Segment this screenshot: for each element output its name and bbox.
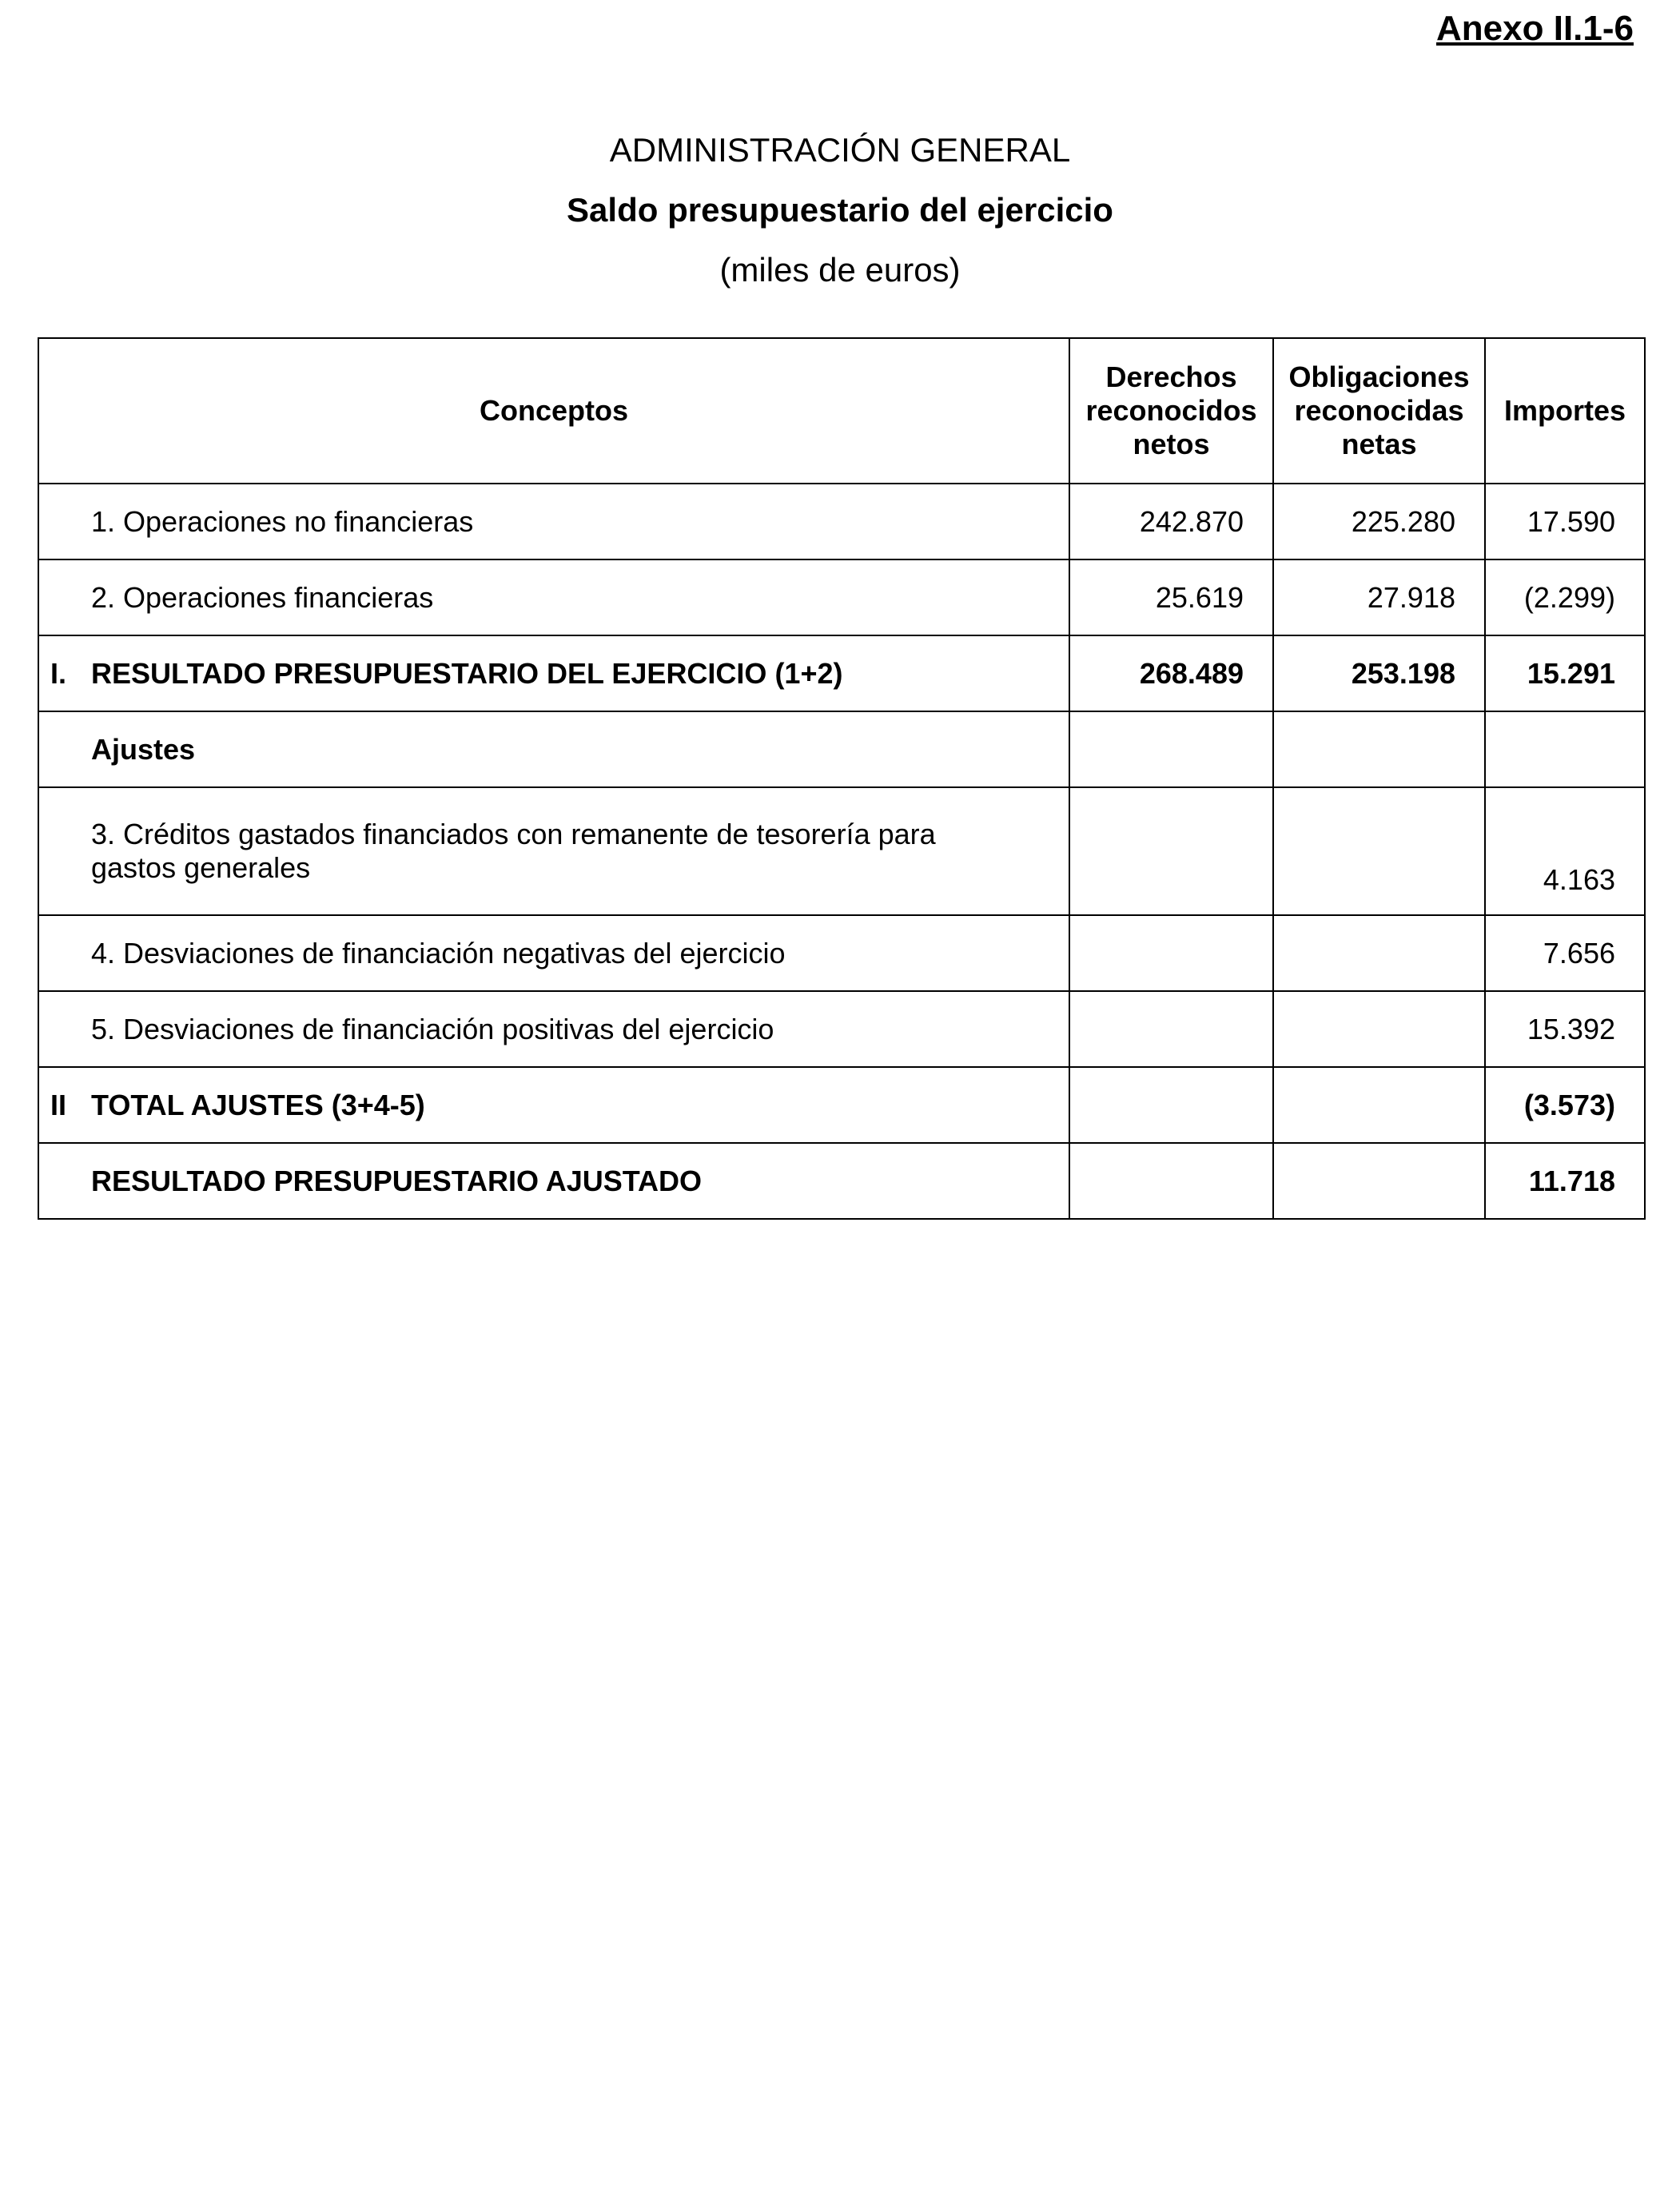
- rights-value: [1069, 1067, 1273, 1143]
- rights-value: [1069, 1143, 1273, 1219]
- concept-text: 1. Operaciones no financieras: [91, 504, 474, 538]
- amount-value: 7.656: [1485, 915, 1645, 991]
- concept-cell: [38, 787, 1069, 915]
- table-row: [38, 991, 1645, 1067]
- document-subtitle: Saldo presupuestario del ejercicio: [567, 191, 1113, 229]
- obligations-value: [1273, 991, 1485, 1067]
- concept-text: TOTAL AJUSTES (3+4-5): [91, 1088, 425, 1121]
- document-header: [0, 120, 1680, 300]
- amount-value: 15.291: [1485, 635, 1645, 711]
- table-row: [38, 484, 1645, 559]
- table-row-subtotal: [38, 1067, 1645, 1143]
- table-row: [38, 559, 1645, 635]
- obligations-value: 225.280: [1273, 484, 1485, 559]
- obligations-value: [1273, 787, 1485, 915]
- concept-text: RESULTADO PRESUPUESTARIO DEL EJERCICIO (1+2): [91, 656, 843, 690]
- header-concepts: Conceptos: [38, 338, 1069, 484]
- rights-value: [1069, 787, 1273, 915]
- header-rights-line: reconocidos: [1085, 394, 1257, 427]
- header-obligations-line: Obligaciones: [1288, 360, 1470, 393]
- rights-value: 25.619: [1069, 559, 1273, 635]
- header-rights-line: netos: [1133, 428, 1210, 460]
- roman-numeral: I.: [50, 656, 67, 690]
- units-note: (miles de euros): [719, 251, 961, 289]
- amount-value: [1485, 711, 1645, 787]
- concept-text-line: gastos generales: [91, 851, 311, 884]
- concept-cell: [38, 635, 1069, 711]
- rights-value: 242.870: [1069, 484, 1273, 559]
- header-amounts: Importes: [1485, 338, 1645, 484]
- table-row-total: [38, 1143, 1645, 1219]
- rights-value: [1069, 711, 1273, 787]
- obligations-value: 253.198: [1273, 635, 1485, 711]
- table-header-row: [38, 338, 1645, 484]
- amount-value: 11.718: [1485, 1143, 1645, 1219]
- table-row-subtotal: [38, 635, 1645, 711]
- annex-label: Anexo II.1-6: [1436, 9, 1634, 48]
- concept-text: Ajustes: [91, 732, 196, 766]
- rights-value: 268.489: [1069, 635, 1273, 711]
- concept-cell: [38, 484, 1069, 559]
- obligations-value: [1273, 915, 1485, 991]
- concept-text: 2. Operaciones financieras: [91, 580, 434, 614]
- amount-value: 15.392: [1485, 991, 1645, 1067]
- concept-text: RESULTADO PRESUPUESTARIO AJUSTADO: [91, 1164, 703, 1197]
- rights-value: [1069, 991, 1273, 1067]
- concept-text: 4. Desviaciones de financiación negativas del ejercicio: [91, 936, 786, 970]
- obligations-value: [1273, 1143, 1485, 1219]
- table-row-section: [38, 711, 1645, 787]
- header-obligations-line: netas: [1341, 428, 1417, 460]
- concept-cell: [38, 559, 1069, 635]
- header-obligations-line: reconocidas: [1294, 394, 1464, 427]
- header-rights: [1069, 338, 1273, 484]
- concept-cell: [38, 1067, 1069, 1143]
- table-row: [38, 787, 1645, 915]
- concept-cell: [38, 711, 1069, 787]
- concept-cell: [38, 991, 1069, 1067]
- header-obligations: [1273, 338, 1485, 484]
- obligations-value: [1273, 711, 1485, 787]
- rights-value: [1069, 915, 1273, 991]
- concept-cell: [38, 1143, 1069, 1219]
- document-title: ADMINISTRACIÓN GENERAL: [609, 131, 1071, 169]
- table-row: [38, 915, 1645, 991]
- obligations-value: 27.918: [1273, 559, 1485, 635]
- amount-value: 17.590: [1485, 484, 1645, 559]
- concept-text: 5. Desviaciones de financiación positivas del ejercicio: [91, 1012, 774, 1045]
- budget-balance-table: [38, 337, 1646, 1220]
- roman-numeral: II: [50, 1088, 67, 1121]
- concept-cell: [38, 915, 1069, 991]
- concept-text-line: 3. Créditos gastados financiados con remanente de tesorería para: [91, 818, 936, 850]
- header-rights-line: Derechos: [1105, 360, 1237, 393]
- amount-value: (3.573): [1485, 1067, 1645, 1143]
- obligations-value: [1273, 1067, 1485, 1143]
- amount-value: (2.299): [1485, 559, 1645, 635]
- amount-value: 4.163: [1485, 787, 1645, 915]
